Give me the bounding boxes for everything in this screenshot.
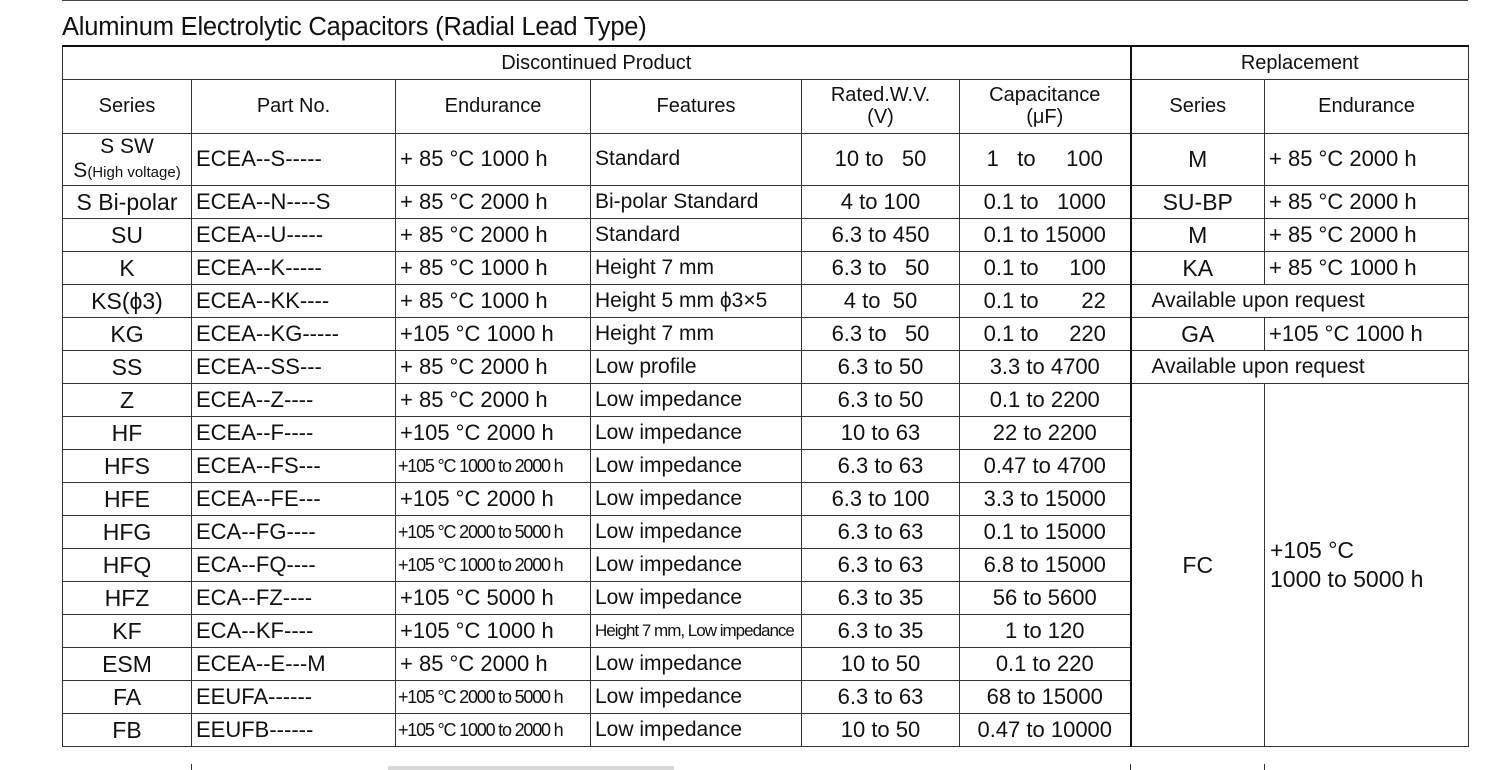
cell-endurance: + 85 °C 2000 h <box>396 383 591 416</box>
cell-rated-voltage: 6.3 to 50 <box>802 350 960 383</box>
cell-series: ESM <box>63 647 192 680</box>
cell-series: HFQ <box>63 548 192 581</box>
cell-rated-voltage: 6.3 to 450 <box>802 218 960 251</box>
cell-part-no: ECEA--N----S <box>192 185 396 218</box>
col-endurance: Endurance <box>396 79 591 133</box>
cell-endurance: +105 °C 2000 to 5000 h <box>396 680 591 713</box>
header-row-groups <box>63 46 1469 79</box>
cell-part-no: ECEA--KK---- <box>192 284 396 317</box>
cell-part-no: ECEA--E---M <box>192 647 396 680</box>
col-series: Series <box>63 79 192 133</box>
col-capacitance <box>960 79 1131 133</box>
col-capacitance-line2: (μF) <box>1026 106 1064 128</box>
cell-rated-voltage: 6.3 to 63 <box>802 515 960 548</box>
col-rep-series: Series <box>1131 79 1265 133</box>
cell-part-no: ECEA--KG----- <box>192 317 396 350</box>
cell-rep-series: GA <box>1131 317 1265 350</box>
cell-endurance: + 85 °C 2000 h <box>396 218 591 251</box>
col-rated-wv-line1: Rated.W.V. <box>830 84 931 106</box>
col-rated-wv <box>802 79 960 133</box>
cell-capacitance: 68 to 15000 <box>960 680 1131 713</box>
cell-features: Low impedance <box>591 449 802 482</box>
cell-rep-series: M <box>1131 133 1265 185</box>
cell-rated-voltage: 10 to 50 <box>802 133 960 185</box>
cell-part-no: ECEA--Z---- <box>192 383 396 416</box>
series-sub-prefix: S <box>73 159 88 182</box>
cell-endurance: + 85 °C 2000 h <box>396 185 591 218</box>
col-rated-wv-line2: (V) <box>867 106 894 128</box>
cell-endurance: + 85 °C 2000 h <box>396 350 591 383</box>
cell-features: Height 7 mm <box>591 251 802 284</box>
cell-endurance: + 85 °C 1000 h <box>396 251 591 284</box>
cell-part-no: ECA--KF---- <box>192 614 396 647</box>
cell-endurance: +105 °C 2000 h <box>396 482 591 515</box>
cell-capacitance: 3.3 to 4700 <box>960 350 1131 383</box>
cell-rep-endurance: + 85 °C 2000 h <box>1265 218 1469 251</box>
series-name: S SW <box>100 135 154 158</box>
cell-features: Low impedance <box>591 515 802 548</box>
cell-part-no: ECA--FG---- <box>192 515 396 548</box>
cell-rated-voltage: 6.3 to 50 <box>802 317 960 350</box>
cell-rated-voltage: 6.3 to 100 <box>802 482 960 515</box>
cell-part-no: EEUFA------ <box>192 680 396 713</box>
col-capacitance-line1: Capacitance <box>989 84 1101 106</box>
cell-features: Height 5 mm ϕ3×5 <box>591 284 802 317</box>
cell-endurance: + 85 °C 1000 h <box>396 284 591 317</box>
replacement-header: Replacement <box>1131 46 1469 79</box>
cell-rep-endurance: + 85 °C 2000 h <box>1265 133 1469 185</box>
table-row <box>63 317 1469 350</box>
fc-endurance-line2: 1000 to 5000 h <box>1270 565 1424 592</box>
cell-rep-endurance: + 85 °C 1000 h <box>1265 251 1469 284</box>
cell-rep-endurance: + 85 °C 2000 h <box>1265 185 1469 218</box>
cell-part-no: EEUFB------ <box>192 713 396 746</box>
cell-endurance: +105 °C 5000 h <box>396 581 591 614</box>
cell-capacitance: 1 to 120 <box>960 614 1131 647</box>
cell-rated-voltage: 4 to 100 <box>802 185 960 218</box>
cell-features: Standard <box>591 218 802 251</box>
cell-rep-series: KA <box>1131 251 1265 284</box>
cell-part-no: ECEA--FS--- <box>192 449 396 482</box>
cell-part-no: ECEA--K----- <box>192 251 396 284</box>
cell-rated-voltage: 6.3 to 35 <box>802 581 960 614</box>
cell-endurance: +105 °C 1000 to 2000 h <box>396 713 591 746</box>
cell-capacitance: 0.1 to 1000 <box>960 185 1131 218</box>
col-part-no: Part No. <box>192 79 396 133</box>
cell-capacitance: 22 to 2200 <box>960 416 1131 449</box>
cell-features: Bi-polar Standard <box>591 185 802 218</box>
cell-series <box>63 133 192 185</box>
fc-endurance-line1: +105 °C <box>1270 536 1355 563</box>
cell-rated-voltage: 6.3 to 63 <box>802 449 960 482</box>
cell-capacitance: 0.1 to 220 <box>960 317 1131 350</box>
cell-features: Low impedance <box>591 647 802 680</box>
cell-rep-series: M <box>1131 218 1265 251</box>
table-row <box>63 218 1469 251</box>
cell-series: KF <box>63 614 192 647</box>
table-continuation-line <box>1130 764 1131 770</box>
cell-series: S Bi-polar <box>63 185 192 218</box>
cell-features: Low profile <box>591 350 802 383</box>
cell-features: Low impedance <box>591 581 802 614</box>
cell-endurance: +105 °C 1000 h <box>396 614 591 647</box>
cell-capacitance: 0.1 to 22 <box>960 284 1131 317</box>
top-rule <box>62 0 1468 1</box>
cell-capacitance: 3.3 to 15000 <box>960 482 1131 515</box>
cell-series: FB <box>63 713 192 746</box>
cell-capacitance: 0.1 to 15000 <box>960 515 1131 548</box>
table-row <box>63 383 1469 416</box>
cell-part-no: ECEA--FE--- <box>192 482 396 515</box>
cell-features: Low impedance <box>591 482 802 515</box>
cell-series: Z <box>63 383 192 416</box>
cell-capacitance: 6.8 to 15000 <box>960 548 1131 581</box>
cell-rated-voltage: 10 to 50 <box>802 647 960 680</box>
cell-capacitance: 0.47 to 10000 <box>960 713 1131 746</box>
cell-part-no: ECEA--F---- <box>192 416 396 449</box>
cell-rated-voltage: 6.3 to 50 <box>802 383 960 416</box>
cell-replacement-note: Available upon request <box>1131 350 1469 383</box>
cell-capacitance: 0.47 to 4700 <box>960 449 1131 482</box>
cell-series: KG <box>63 317 192 350</box>
cell-endurance: +105 °C 1000 to 2000 h <box>396 449 591 482</box>
cell-features: Low impedance <box>591 680 802 713</box>
capacitor-table <box>62 45 1469 747</box>
cell-capacitance: 1 to 100 <box>960 133 1131 185</box>
horizontal-scrollbar[interactable] <box>388 766 674 770</box>
cell-series: FA <box>63 680 192 713</box>
table-row <box>63 251 1469 284</box>
cell-series: HFS <box>63 449 192 482</box>
cell-rep-endurance-fc <box>1265 383 1469 746</box>
cell-rep-series-fc: FC <box>1131 383 1265 746</box>
cell-endurance: + 85 °C 2000 h <box>396 647 591 680</box>
cell-rated-voltage: 10 to 50 <box>802 713 960 746</box>
cell-series: HFG <box>63 515 192 548</box>
cell-part-no: ECEA--U----- <box>192 218 396 251</box>
header-row-columns <box>63 79 1469 133</box>
cell-capacitance: 0.1 to 15000 <box>960 218 1131 251</box>
col-rep-endurance: Endurance <box>1265 79 1469 133</box>
cell-series: HFZ <box>63 581 192 614</box>
cell-features: Standard <box>591 133 802 185</box>
table-row <box>63 185 1469 218</box>
cell-endurance: +105 °C 1000 h <box>396 317 591 350</box>
cell-part-no: ECEA--SS--- <box>192 350 396 383</box>
cell-endurance: +105 °C 2000 to 5000 h <box>396 515 591 548</box>
table-row <box>63 284 1469 317</box>
table-continuation-line <box>191 764 192 770</box>
cell-endurance: + 85 °C 1000 h <box>396 133 591 185</box>
cell-features: Low impedance <box>591 713 802 746</box>
cell-features: Low impedance <box>591 548 802 581</box>
cell-series: SU <box>63 218 192 251</box>
cell-rated-voltage: 6.3 to 35 <box>802 614 960 647</box>
cell-rated-voltage: 6.3 to 50 <box>802 251 960 284</box>
cell-features: Low impedance <box>591 383 802 416</box>
cell-part-no: ECA--FQ---- <box>192 548 396 581</box>
cell-capacitance: 0.1 to 2200 <box>960 383 1131 416</box>
cell-series: K <box>63 251 192 284</box>
cell-capacitance: 0.1 to 220 <box>960 647 1131 680</box>
cell-rated-voltage: 6.3 to 63 <box>802 548 960 581</box>
cell-endurance: +105 °C 1000 to 2000 h <box>396 548 591 581</box>
page-title: Aluminum Electrolytic Capacitors (Radial Lead Type) <box>62 13 647 41</box>
cell-features: Height 7 mm <box>591 317 802 350</box>
cell-replacement-note: Available upon request <box>1131 284 1469 317</box>
col-features: Features <box>591 79 802 133</box>
cell-features: Height 7 mm, Low impedance <box>591 614 802 647</box>
cell-endurance: +105 °C 2000 h <box>396 416 591 449</box>
discontinued-header: Discontinued Product <box>63 46 1131 79</box>
cell-rated-voltage: 10 to 63 <box>802 416 960 449</box>
cell-part-no: ECEA--S----- <box>192 133 396 185</box>
cell-capacitance: 0.1 to 100 <box>960 251 1131 284</box>
table-continuation-line <box>1264 764 1265 770</box>
cell-series: KS(ϕ3) <box>63 284 192 317</box>
table-row <box>63 133 1469 185</box>
cell-capacitance: 56 to 5600 <box>960 581 1131 614</box>
cell-series: SS <box>63 350 192 383</box>
cell-features: Low impedance <box>591 416 802 449</box>
cell-rated-voltage: 6.3 to 63 <box>802 680 960 713</box>
table-row <box>63 350 1469 383</box>
cell-rep-series: SU-BP <box>1131 185 1265 218</box>
cell-rated-voltage: 4 to 50 <box>802 284 960 317</box>
cell-part-no: ECA--FZ---- <box>192 581 396 614</box>
cell-rep-endurance: +105 °C 1000 h <box>1265 317 1469 350</box>
cell-series: HF <box>63 416 192 449</box>
series-subtitle: (High voltage) <box>87 164 181 181</box>
cell-series: HFE <box>63 482 192 515</box>
